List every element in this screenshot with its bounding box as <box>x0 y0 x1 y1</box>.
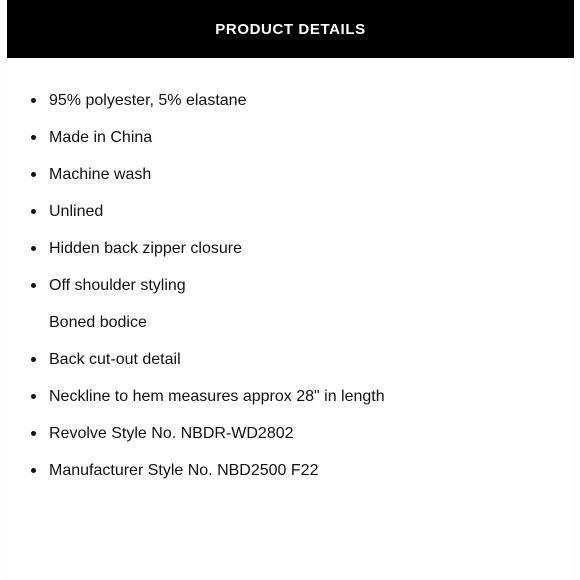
bullet-icon <box>31 172 36 177</box>
detail-text: Machine wash <box>49 166 152 183</box>
detail-text: Back cut-out detail <box>49 351 181 368</box>
detail-text: Revolve Style No. NBDR-WD2802 <box>49 425 294 442</box>
bullet-icon <box>31 283 36 288</box>
detail-item <box>7 415 385 452</box>
detail-item <box>7 267 385 304</box>
panel-header <box>7 0 574 58</box>
detail-text: Unlined <box>49 203 104 220</box>
bullet-icon <box>31 209 36 214</box>
detail-item <box>7 304 385 341</box>
detail-item <box>7 156 385 193</box>
product-details-list <box>7 82 385 489</box>
detail-text: 95% polyester, 5% elastane <box>49 92 247 109</box>
bullet-icon <box>31 98 36 103</box>
detail-item <box>7 378 385 415</box>
bullet-icon <box>31 135 36 140</box>
detail-item <box>7 119 385 156</box>
panel-title: PRODUCT DETAILS <box>215 20 366 38</box>
bullet-icon <box>31 431 36 436</box>
bullet-icon <box>31 468 36 473</box>
detail-text: Hidden back zipper closure <box>49 240 242 257</box>
detail-text: Off shoulder styling <box>49 277 186 294</box>
detail-item <box>7 193 385 230</box>
detail-item <box>7 82 385 119</box>
product-details-panel <box>7 0 574 580</box>
detail-item <box>7 341 385 378</box>
detail-text: Neckline to hem measures approx 28" in length <box>49 388 385 405</box>
detail-item <box>7 230 385 267</box>
bullet-icon <box>31 357 36 362</box>
detail-text: Made in China <box>49 129 153 146</box>
detail-text: Manufacturer Style No. NBD2500 F22 <box>49 462 319 479</box>
bullet-icon <box>31 394 36 399</box>
bullet-icon <box>31 246 36 251</box>
detail-text: Boned bodice <box>49 314 147 331</box>
detail-item <box>7 452 385 489</box>
